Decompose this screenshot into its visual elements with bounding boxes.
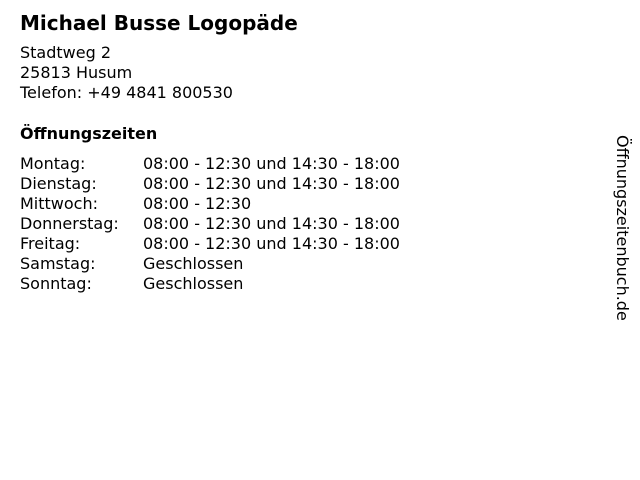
business-name: Michael Busse Logopäde (20, 11, 298, 35)
watermark-strip (600, 0, 640, 480)
opening-hours-table (20, 154, 400, 294)
phone-line: Telefon: +49 4841 800530 (20, 83, 233, 102)
day-label: Mittwoch: (20, 194, 98, 213)
day-label: Samstag: (20, 254, 96, 273)
day-label: Donnerstag: (20, 214, 119, 233)
time-value: 08:00 - 12:30 und 14:30 - 18:00 (143, 214, 400, 233)
hours-row-tuesday (20, 174, 400, 194)
time-value: 08:00 - 12:30 und 14:30 - 18:00 (143, 234, 400, 253)
day-label: Montag: (20, 154, 86, 173)
time-value: 08:00 - 12:30 (143, 194, 252, 213)
day-label: Dienstag: (20, 174, 97, 193)
time-value: Geschlossen (143, 274, 244, 293)
day-label: Freitag: (20, 234, 81, 253)
hours-row-thursday (20, 214, 400, 234)
watermark-text: Öffnungszeitenbuch.de (613, 135, 632, 321)
opening-hours-heading: Öffnungszeiten (20, 124, 158, 143)
hours-row-monday (20, 154, 400, 174)
hours-row-wednesday (20, 194, 400, 214)
street-line: Stadtweg 2 (20, 43, 112, 62)
time-value: Geschlossen (143, 254, 244, 273)
time-value: 08:00 - 12:30 und 14:30 - 18:00 (143, 154, 400, 173)
business-address (20, 43, 233, 103)
day-label: Sonntag: (20, 274, 92, 293)
hours-row-sunday (20, 274, 400, 294)
time-value: 08:00 - 12:30 und 14:30 - 18:00 (143, 174, 400, 193)
hours-row-friday (20, 234, 400, 254)
city-line: 25813 Husum (20, 63, 133, 82)
hours-row-saturday (20, 254, 400, 274)
